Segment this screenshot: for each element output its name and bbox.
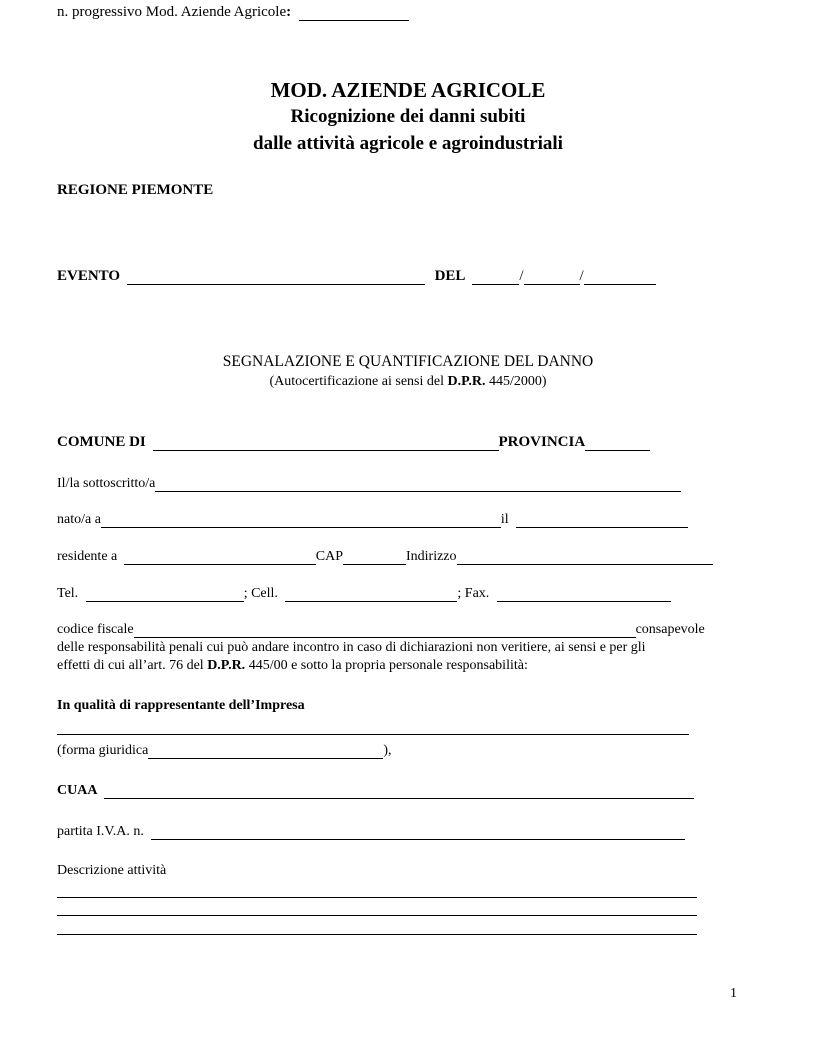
declaration-text: effetti di cui all’art. 76 del	[57, 658, 208, 673]
declaration-line-3	[57, 657, 528, 674]
data-nascita-field[interactable]	[516, 513, 688, 528]
fax-label: ; Fax.	[457, 586, 490, 601]
impresa-field[interactable]	[57, 733, 689, 735]
event-field[interactable]	[127, 270, 425, 285]
date-separator: /	[519, 268, 524, 284]
document-subtitle-1: Ricognizione dei danni subiti	[290, 106, 526, 127]
comune-row	[57, 433, 650, 451]
event-row	[57, 267, 656, 285]
residenza-field[interactable]	[124, 550, 316, 565]
cuaa-row	[57, 782, 694, 799]
provincia-label: PROVINCIA	[498, 434, 586, 450]
progressive-number-colon: :	[286, 4, 292, 20]
partita-iva-label: partita I.V.A. n.	[57, 824, 144, 839]
cell-field[interactable]	[285, 587, 457, 602]
descrizione-line-3[interactable]	[57, 933, 697, 935]
consapevole-label: consapevole	[635, 622, 705, 637]
partita-iva-row	[57, 823, 685, 840]
progressive-number-row	[57, 3, 409, 21]
section-title: SEGNALAZIONE E QUANTIFICAZIONE DEL DANNO	[222, 353, 594, 370]
forma-giuridica-row	[57, 742, 392, 759]
qualita-heading: In qualità di rappresentante dell’Impresa	[57, 698, 305, 713]
section-subtitle-ref: 445/2000)	[485, 374, 547, 389]
progressive-number-field[interactable]	[299, 6, 409, 21]
declaration-text-end: 445/00 e sotto la propria personale responsabilità:	[245, 658, 528, 673]
cell-label: ; Cell.	[243, 586, 278, 601]
progressive-number-label: n. progressivo Mod. Aziende Agricole	[57, 4, 287, 20]
descrizione-line-2[interactable]	[57, 914, 697, 916]
codice-fiscale-label: codice fiscale	[57, 622, 134, 637]
section-subtitle-text: (Autocertificazione ai sensi del	[269, 374, 448, 389]
contatti-row	[57, 585, 671, 602]
event-day-field[interactable]	[472, 270, 519, 285]
event-month-field[interactable]	[524, 270, 580, 285]
fax-field[interactable]	[497, 587, 671, 602]
region-heading: REGIONE PIEMONTE	[57, 182, 214, 198]
tel-label: Tel.	[57, 586, 79, 601]
forma-giuridica-close: ),	[383, 743, 392, 758]
forma-giuridica-label: (forma giuridica	[57, 743, 149, 758]
cap-label: CAP	[315, 549, 343, 564]
cap-field[interactable]	[343, 550, 406, 565]
event-year-field[interactable]	[584, 270, 656, 285]
tel-field[interactable]	[86, 587, 244, 602]
il-label: il	[500, 512, 509, 527]
codice-fiscale-row	[57, 621, 705, 638]
partita-iva-field[interactable]	[151, 825, 685, 840]
residenza-row	[57, 548, 713, 565]
date-separator: /	[579, 268, 584, 284]
codice-fiscale-field[interactable]	[134, 623, 636, 638]
provincia-field[interactable]	[585, 436, 650, 451]
residente-label: residente a	[57, 549, 118, 564]
indirizzo-label: Indirizzo	[405, 549, 457, 564]
sottoscritto-row	[57, 475, 681, 492]
sottoscritto-label: Il/la sottoscritto/a	[57, 476, 156, 491]
section-subtitle	[0, 373, 816, 390]
event-label: EVENTO	[57, 268, 121, 284]
section-subtitle-dpr: D.P.R.	[447, 374, 486, 389]
declaration-line-2: delle responsabilità penali cui può andare incontro in caso di dichiarazioni non veritiere, ai sensi e per gli	[57, 640, 646, 655]
nato-label: nato/a a	[57, 512, 101, 527]
declaration-dpr: D.P.R.	[207, 658, 246, 673]
comune-field[interactable]	[153, 436, 499, 451]
indirizzo-field[interactable]	[457, 550, 713, 565]
cuaa-label: CUAA	[57, 783, 97, 798]
comune-label: COMUNE DI	[57, 434, 146, 450]
descrizione-label: Descrizione attività	[57, 863, 167, 878]
sottoscritto-field[interactable]	[155, 477, 681, 492]
document-subtitle-2: dalle attività agricole e agroindustriali	[253, 133, 563, 154]
cuaa-field[interactable]	[104, 784, 694, 799]
page-number: 1	[730, 986, 737, 1001]
descrizione-line-1[interactable]	[57, 896, 697, 898]
nascita-row	[57, 511, 688, 528]
luogo-nascita-field[interactable]	[101, 513, 501, 528]
document-title: MOD. AZIENDE AGRICOLE	[270, 78, 546, 102]
event-date-label: DEL	[434, 268, 465, 284]
forma-giuridica-field[interactable]	[148, 744, 383, 759]
